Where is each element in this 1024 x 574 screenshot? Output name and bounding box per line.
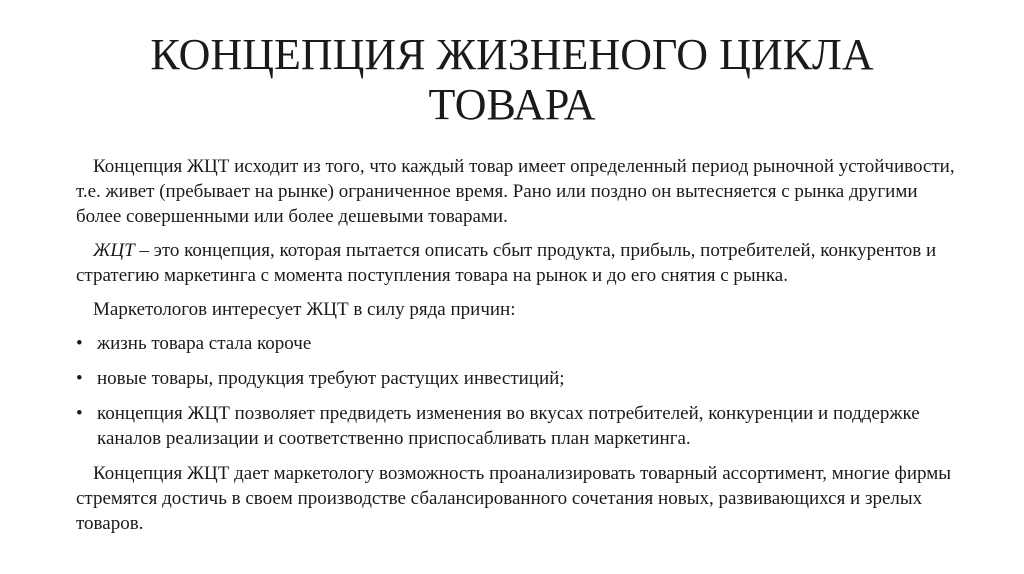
bullet-icon: • xyxy=(76,368,83,389)
title-line-1: КОНЦЕПЦИЯ ЖИЗНЕНОГО ЦИКЛА xyxy=(150,30,874,79)
list-item-text: жизнь товара стала короче xyxy=(97,333,312,354)
bullet-icon: • xyxy=(76,403,83,424)
paragraph-concept xyxy=(76,238,956,288)
list-item xyxy=(76,331,956,356)
list-item xyxy=(76,366,956,391)
paragraph-definition: Концепция ЖЦТ исходит из того, что каждый товар имеет определенный период рыночной устойчивости, т.е. живет (пребывает на рынке) ограниченное время. Рано или поздно он вытесняется с рынка другими более совершенными или более дешевыми товарами. xyxy=(76,156,955,227)
reasons-list xyxy=(76,331,956,451)
list-item-text: концепция ЖЦТ позволяет предвидеть изменения во вкусах потребителей, конкуренции и поддержке каналов реализации и соответственно приспосабливать план маркетинга. xyxy=(97,403,920,449)
term-zhct: ЖЦТ xyxy=(93,240,135,261)
paragraph-conclusion: Концепция ЖЦТ дает маркетологу возможность проанализировать товарный ассортимент, многие фирмы стремятся достичь в своем производстве сбалансированного сочетания новых, развивающихся и зрелых товаров. xyxy=(76,463,952,534)
paragraph-concept-text: – это концепция, которая пытается описать сбыт продукта, прибыль, потребителей, конкурентов и стратегию маркетинга с момента поступления товара на рынок и до его снятия с рынка. xyxy=(76,240,937,286)
paragraph-reasons-intro: Маркетологов интересует ЖЦТ в силу ряда причин: xyxy=(93,299,516,320)
list-item xyxy=(76,401,956,451)
list-item-text: новые товары, продукция требуют растущих инвестиций; xyxy=(97,368,565,389)
slide-title xyxy=(60,30,964,130)
slide-body xyxy=(76,154,956,545)
bullet-icon: • xyxy=(76,333,83,354)
title-line-2: ТОВАРА xyxy=(428,80,596,129)
